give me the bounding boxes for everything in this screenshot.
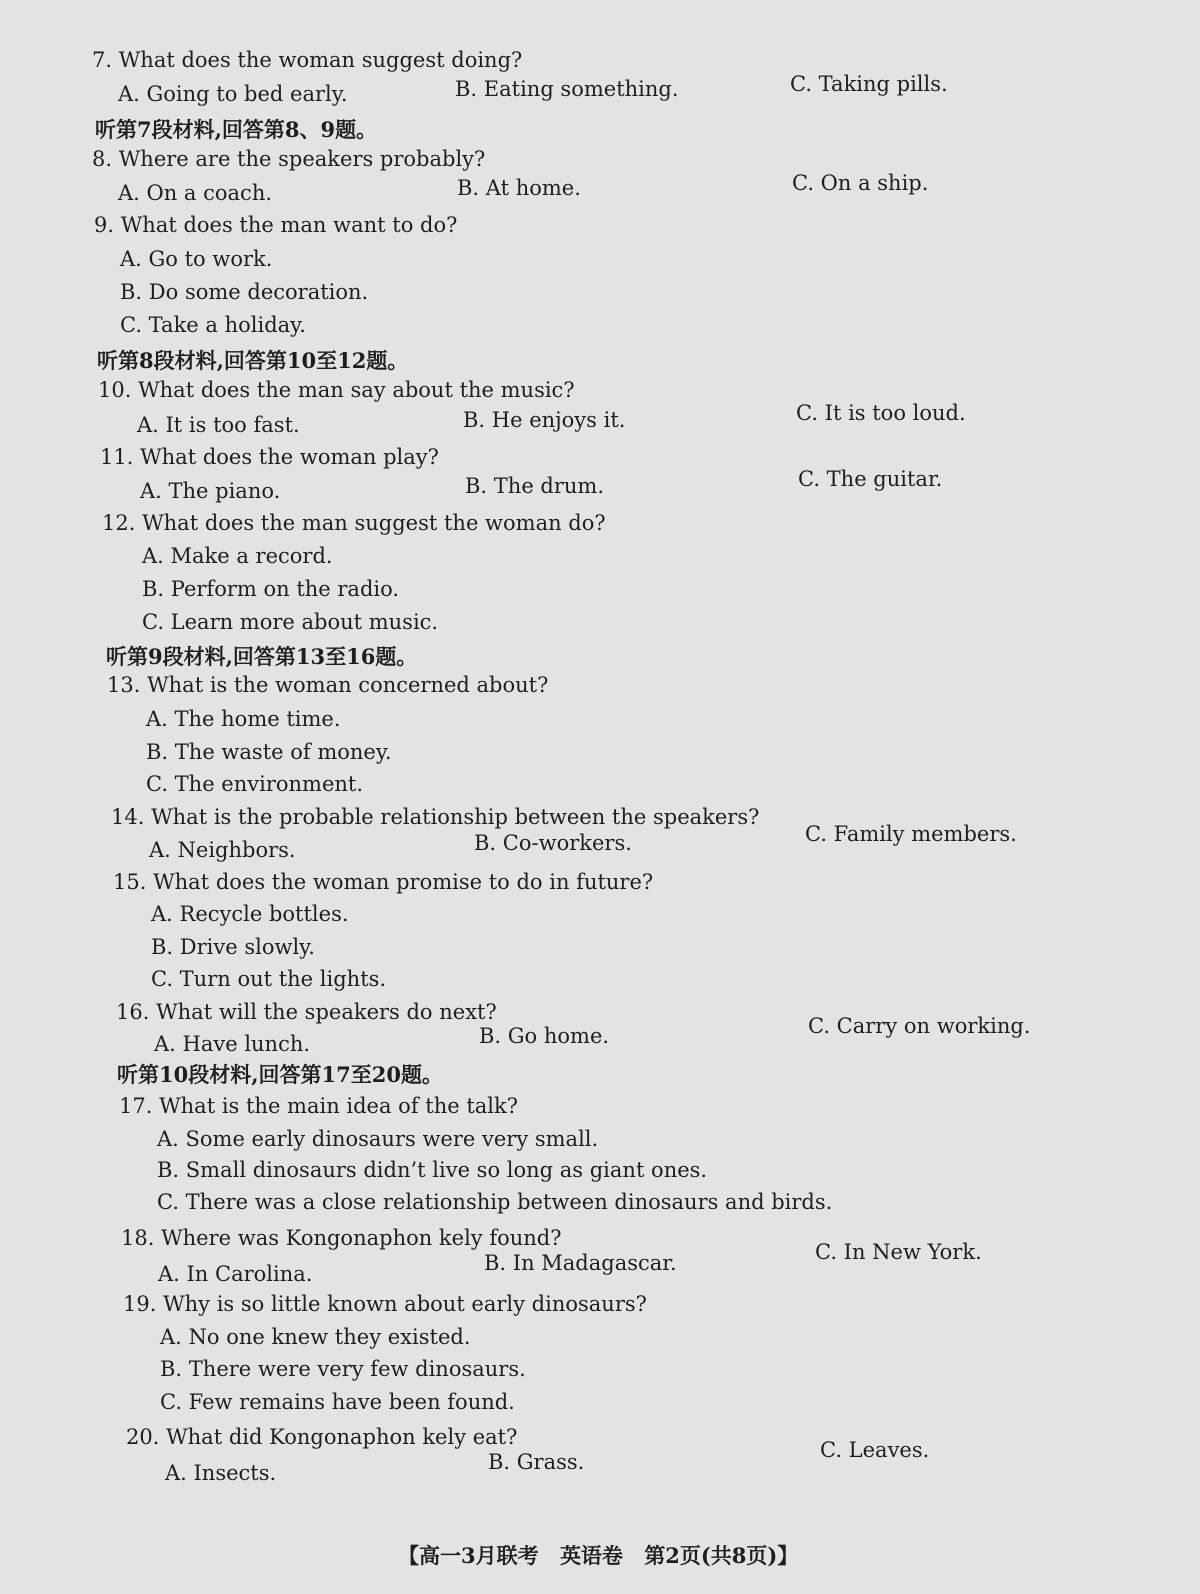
question-12-option-b: B. Perform on the radio.: [142, 577, 400, 601]
page-footer: [398, 1540, 812, 1570]
question-20-option-b: B. Grass.: [488, 1450, 585, 1474]
question-7-option-b: B. Eating something.: [455, 77, 679, 101]
question-12-option-c: C. Learn more about music.: [142, 610, 439, 634]
question-17-option-a: A. Some early dinosaurs were very small.: [157, 1127, 599, 1151]
question-18-option-b: B. In Madagascar.: [484, 1251, 677, 1275]
question-19-stem: 19. Why is so little known about early dinosaurs?: [123, 1292, 647, 1316]
question-14-stem: 14. What is the probable relationship between the speakers?: [111, 805, 760, 829]
question-15-stem: 15. What does the woman promise to do in future?: [113, 870, 654, 894]
question-16-option-b: B. Go home.: [479, 1024, 610, 1048]
question-10-stem: 10. What does the man say about the music?: [98, 378, 575, 402]
question-18-option-a: A. In Carolina.: [158, 1262, 313, 1286]
footer-subject: 英语卷: [559, 1543, 623, 1568]
question-8-option-c: C. On a ship.: [792, 171, 929, 195]
question-14-option-c: C. Family members.: [805, 822, 1017, 846]
question-8-stem: 8. Where are the speakers probably?: [92, 147, 486, 171]
question-13-option-c: C. The environment.: [146, 772, 364, 796]
question-17-option-c: C. There was a close relationship between dinosaurs and birds.: [157, 1190, 833, 1214]
question-15-option-b: B. Drive slowly.: [151, 935, 315, 959]
question-13-option-b: B. The waste of money.: [146, 740, 392, 764]
question-9-option-b: B. Do some decoration.: [120, 280, 369, 304]
question-11-option-b: B. The drum.: [465, 474, 605, 498]
footer-page-number: 第2页(共8页)】: [644, 1543, 799, 1568]
question-20-option-c: C. Leaves.: [820, 1438, 930, 1462]
question-19-option-a: A. No one knew they existed.: [160, 1325, 471, 1349]
question-16-option-a: A. Have lunch.: [154, 1032, 311, 1056]
question-18-option-c: C. In New York.: [815, 1240, 982, 1264]
question-18-stem: 18. Where was Kongonaphon kely found?: [121, 1226, 562, 1250]
question-13-option-a: A. The home time.: [146, 707, 341, 731]
question-11-option-c: C. The guitar.: [798, 467, 943, 491]
question-17-option-b: B. Small dinosaurs didn’t live so long as giant ones.: [157, 1158, 708, 1182]
question-10-option-c: C. It is too loud.: [796, 401, 966, 425]
question-15-option-c: C. Turn out the lights.: [151, 967, 387, 991]
question-7-option-a: A. Going to bed early.: [118, 82, 348, 106]
question-13-stem: 13. What is the woman concerned about?: [107, 673, 549, 697]
question-17-stem: 17. What is the main idea of the talk?: [119, 1094, 518, 1118]
section-heading: 听第10段材料,回答第17至20题。: [117, 1062, 443, 1087]
section-heading: 听第9段材料,回答第13至16题。: [106, 644, 418, 669]
question-9-option-c: C. Take a holiday.: [120, 313, 306, 337]
question-11-option-a: A. The piano.: [140, 479, 281, 503]
question-12-stem: 12. What does the man suggest the woman do?: [102, 511, 606, 535]
section-heading: 听第8段材料,回答第10至12题。: [97, 348, 409, 373]
question-10-option-b: B. He enjoys it.: [463, 408, 626, 432]
question-7-option-c: C. Taking pills.: [790, 72, 948, 96]
section-heading: 听第7段材料,回答第8、9题。: [95, 117, 378, 142]
footer-exam-name: 【高一3月联考: [398, 1543, 539, 1568]
question-9-option-a: A. Go to work.: [120, 247, 273, 271]
question-19-option-c: C. Few remains have been found.: [160, 1390, 515, 1414]
question-19-option-b: B. There were very few dinosaurs.: [160, 1357, 526, 1381]
question-7-stem: 7. What does the woman suggest doing?: [92, 48, 523, 72]
question-20-option-a: A. Insects.: [165, 1461, 277, 1485]
question-16-stem: 16. What will the speakers do next?: [116, 1000, 497, 1024]
question-15-option-a: A. Recycle bottles.: [151, 902, 349, 926]
question-14-option-b: B. Co-workers.: [474, 831, 632, 855]
question-14-option-a: A. Neighbors.: [149, 838, 296, 862]
question-8-option-b: B. At home.: [457, 176, 581, 200]
question-11-stem: 11. What does the woman play?: [100, 445, 439, 469]
question-20-stem: 20. What did Kongonaphon kely eat?: [126, 1425, 518, 1449]
question-8-option-a: A. On a coach.: [118, 181, 273, 205]
question-10-option-a: A. It is too fast.: [137, 413, 300, 437]
question-12-option-a: A. Make a record.: [142, 544, 333, 568]
question-16-option-c: C. Carry on working.: [808, 1014, 1031, 1038]
question-9-stem: 9. What does the man want to do?: [94, 213, 458, 237]
